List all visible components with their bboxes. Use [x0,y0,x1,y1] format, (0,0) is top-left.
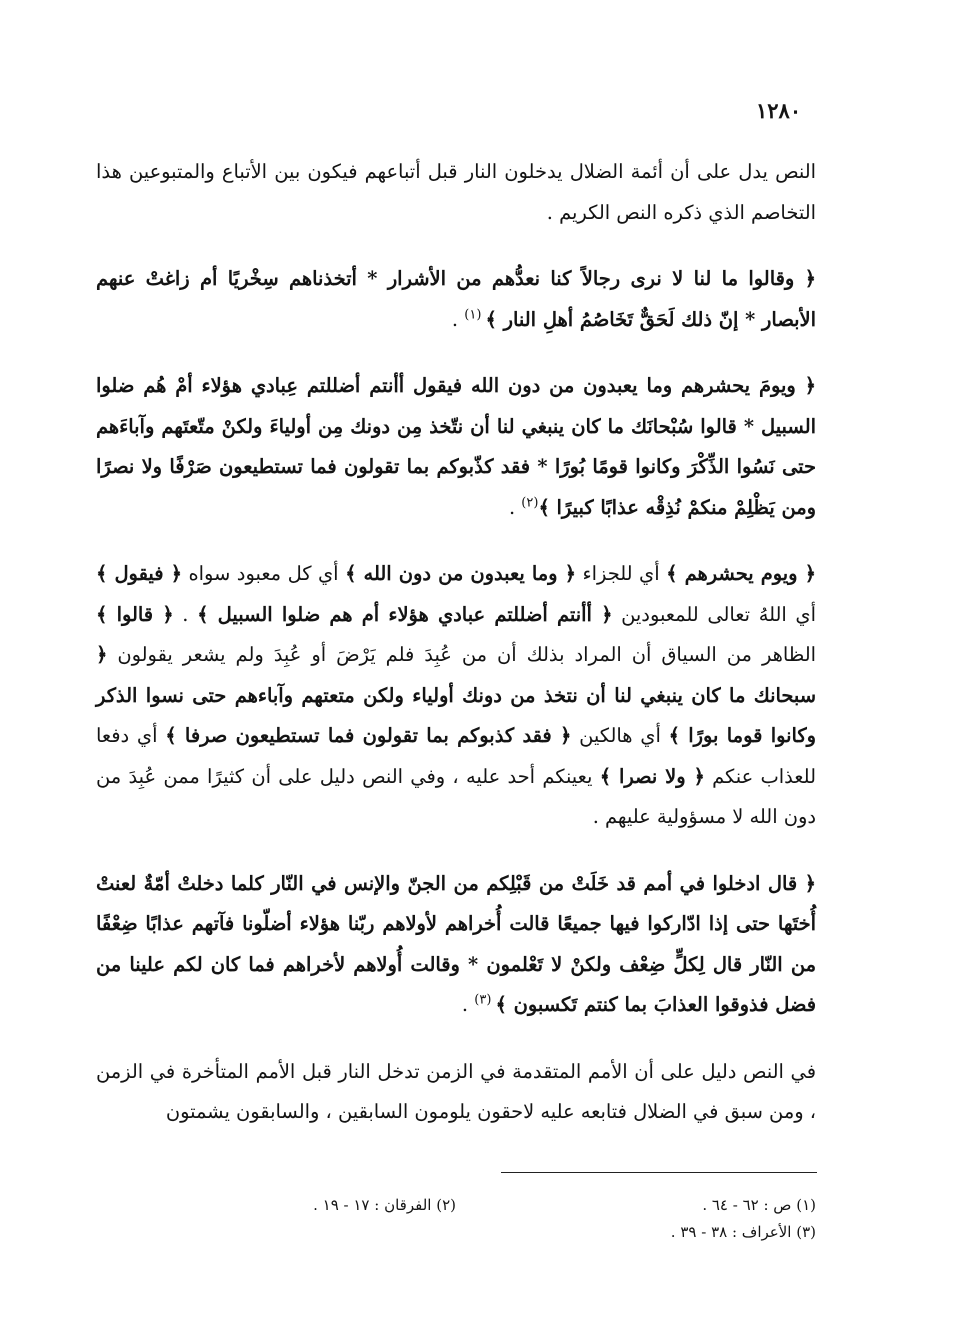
quran-quote: ﴿ قالوا ﴾ [96,602,174,626]
quran-quote: ﴿ ويوم يحشرهم ﴾ [666,562,816,585]
text-run: يعينكم أحد عليه ، وفي النص دليل على أن كثيرًا ممن عُبِدَ من دون الله لا مسؤولية عليهم . [96,764,816,828]
text-run: الظاهر من السياق أن المراد بذلك أن من عُبِدَ فلم يَرْضَ أو عُبِدَ ولم يشعر يقولون [107,643,816,666]
text-run: . [451,307,465,331]
body-text [96,152,816,1159]
quran-quote: ﴿ وما يعبدون من دون الله ﴾ [345,562,576,585]
footnote-3: (٣) الأعراف : ٣٨ - ٣٩ . [670,1223,816,1241]
paragraph [96,1052,816,1133]
text-run: أي للجزاء [575,562,667,585]
footnote-row [96,1219,816,1246]
paragraph [96,864,816,1026]
quran-quote: ﴿ ويومَ يحشرهم وما يعبدون من دون الله فيقول أأنتم أضللتم عِبادي هؤلاء أمْ هُم ضلوا السبيل * قالوا سُبْحانَك ما كان ينبغي لنا أن نتّخذ مِن دونك مِن أولياءَ ولكنْ متّعتَهم وآباءَهم حتى نَسُوا الذِّكْرَ وكانوا قومًا بُورًا * فقد كذّبوكم بما تقولون فما تستطيعون صَرْفًا ولا نصرًا ومن يَظْلِمْ منكمْ نُذِقْه عذابًا كبيرًا ﴾ [96,374,816,519]
page-number: ١٢٨٠ [756,98,802,123]
footnote-ref: (٣) [474,992,496,1008]
text-run: . [508,495,522,519]
text-run: . [173,602,198,626]
text-run: أي هالكين [571,724,669,747]
text-run: أي اللهُ تعالى للمعبودين [612,602,816,626]
quran-quote: ﴿ فيقول ﴾ [96,562,182,585]
paragraph [96,152,816,233]
quran-quote: ﴿ ولا نصرا ﴾ [599,764,705,788]
text-run: أي دفعا للعذاب عنكم [96,724,816,788]
quran-quote: ﴿ فقد كذبوكم بما تقولون فما تستطيعون صرفا ﴾ [165,724,572,747]
footnote-2: (٢) الفرقان : ١٧ - ١٩ . [313,1196,456,1214]
paragraph [96,259,816,340]
text-run: في النص دليل على أن الأمم المتقدمة في الزمن تدخل النار قبل الأمم المتأخرة في الزمن ، ومن سبق في الضلال فتابعه عليه لاحقون يلومون السابقين ، والسابقون يشمتون [96,1059,816,1123]
paragraph [96,366,816,528]
quran-quote: ﴿ قال ادخلوا في أمم قد خَلَتْ من قَبْلِكم من الجنّ والإنس في النّار كلما دخلتْ أمّةٌ لعنتْ أُختَها حتى إذا ادّاركوا فيها جميعًا قالت أُخراهم لأولاهم ربّنا هؤلاء أضلّونا فآتهم عذابًا ضِعْفًا من النّار قال لِكلٍّ ضِعْف ولكنْ لا تَعْلمون * وقالت أُولاهم لأخراهم فما كان لكم علينا من فضل فذوقوا العذابَ بما كنتم تَكسبون ﴾ [96,871,816,1016]
quran-quote: ﴿ سبحانك ما كان ينبغي لنا أن نتخذ من دونك أولياء ولكن متعتهم وآباءهم حتى نسوا الذكر وكانوا قوما بورًا ﴾ [96,643,816,747]
quran-quote: ﴿ أأنتم أضللتم عبادي هؤلاء أم هم ضلوا السبيل ﴾ [197,602,613,626]
text-run: أي كل معبود سواه [181,562,346,585]
footnote-ref: (١) [464,307,486,323]
text-run: . [461,993,475,1016]
paragraph [96,554,816,838]
footnote-divider [501,1172,817,1173]
text-run: النص يدل على أن أئمة الضلال يدخلون النار قبل أتباعهم فيكون بين الأتباع والمتبوعين هذا التخاصم الذي ذكره النص الكريم . [96,160,816,224]
footnote-row [96,1192,816,1219]
footnote-1: (١) ص : ٦٢ - ٦٤ . [702,1196,816,1214]
footnotes [96,1192,816,1246]
footnote-ref: (٢) [521,495,539,511]
quran-quote: ﴿ وقالوا ما لنا لا نرى رجالاً كنا نعدُّهم من الأشرار * أتخذناهم سِخْريًا أم زاغتْ عنهم الأبصار * إنّ ذلك لَحَقٌّ تَخَاصُمُ أهلِ النار ﴾ [96,267,816,331]
